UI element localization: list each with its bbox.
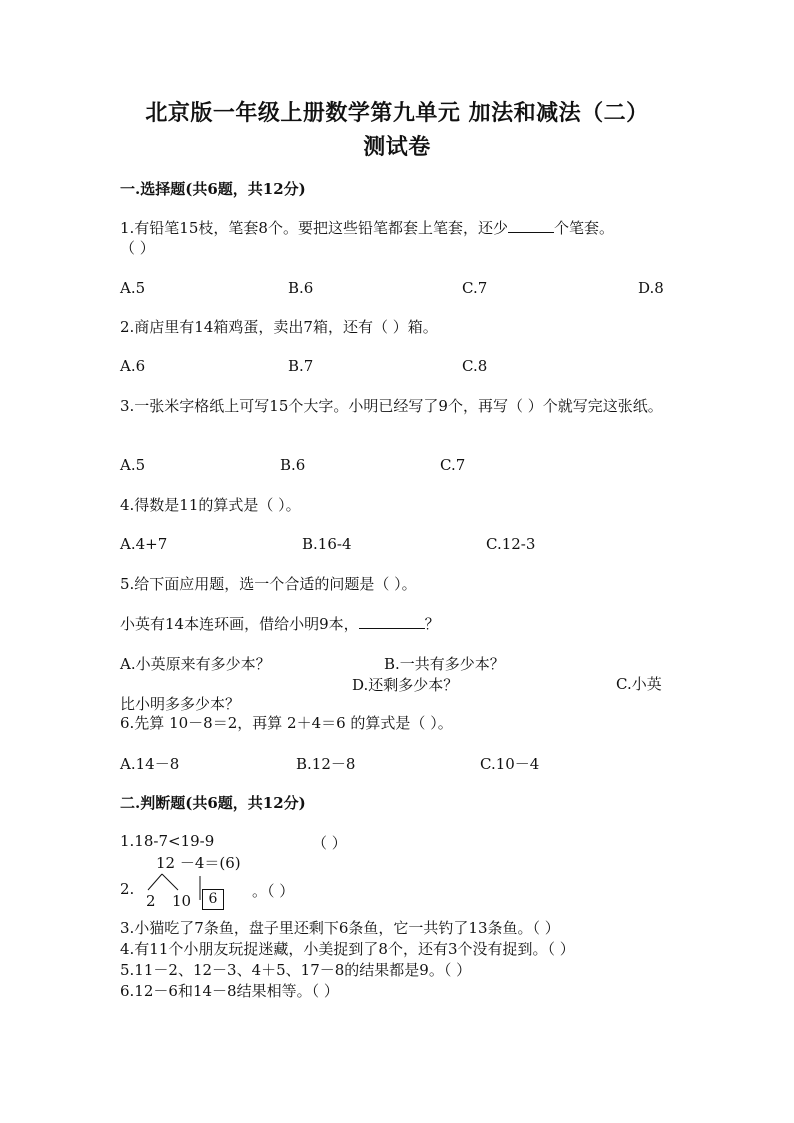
question-3: 3.一张米字格纸上可写15个大字。小明已经写了9个，再写（ ）个就写完这张纸。 bbox=[120, 397, 663, 415]
option-a: A.14－8 bbox=[120, 755, 180, 773]
decomposition-equation: 12 －4＝(6) bbox=[156, 854, 241, 872]
decomposition-part-left: 2 bbox=[146, 892, 156, 910]
option-b: B.一共有多少本？ bbox=[384, 655, 505, 673]
question-5-problem bbox=[120, 614, 680, 634]
option-a: A.6 bbox=[120, 357, 146, 375]
option-b: B.12－8 bbox=[296, 755, 356, 773]
section-heading-choice: 一.选择题(共6题，共12分) bbox=[120, 180, 306, 198]
judgement-6: 6.12－6和14－8结果相等。（ ） bbox=[120, 982, 339, 1000]
option-c: C.小英比小明多多少本？ bbox=[120, 675, 662, 713]
option-c: C.8 bbox=[462, 357, 488, 375]
judgement-1: 1.18-7<19-9 bbox=[120, 832, 215, 850]
option-c: C.12-3 bbox=[486, 535, 536, 553]
option-b: B.6 bbox=[280, 456, 306, 474]
question-1-text-end: 个笔套。 bbox=[553, 219, 614, 237]
option-a: A.5 bbox=[120, 456, 146, 474]
judgement-3: 3.小猫吃了7条鱼，盘子里还剩下6条鱼，它一共钓了13条鱼。（ ） bbox=[120, 919, 560, 937]
option-d: D.8 bbox=[638, 279, 664, 297]
option-c: C.7 bbox=[440, 456, 466, 474]
decomposition-boxed-answer: 6 bbox=[202, 889, 224, 910]
option-c: C.7 bbox=[462, 279, 488, 297]
question-4: 4.得数是11的算式是（ ）。 bbox=[120, 496, 301, 514]
judgement-2-diagram bbox=[120, 852, 420, 908]
question-2: 2.商店里有14箱鸡蛋，卖出7箱，还有（ ）箱。 bbox=[120, 318, 438, 336]
page-title-line1: 北京版一年级上册数学第九单元 加法和减法（二） bbox=[145, 100, 649, 126]
question-1-text: 1.有铅笔15枝，笔套8个。要把这些铅笔都套上笔套，还少 bbox=[120, 219, 508, 237]
option-a: A.5 bbox=[120, 279, 146, 297]
decomposition-part-right: 10 bbox=[172, 892, 192, 910]
page-title-line2: 测试卷 bbox=[363, 134, 431, 160]
question-1 bbox=[120, 218, 680, 258]
option-d: D.还剩多少本？ bbox=[352, 676, 459, 694]
judgement-5: 5.11－2、12－3、4＋5、17－8的结果都是9。（ ） bbox=[120, 961, 472, 979]
judgement-4: 4.有11个小朋友玩捉迷藏，小美捉到了8个，还有3个没有捉到。（ ） bbox=[120, 940, 575, 958]
question-6: 6.先算 10－8＝2，再算 2＋4＝6 的算式是（ ）。 bbox=[120, 714, 453, 732]
answer-blank bbox=[359, 616, 425, 629]
judgement-2-number: 2. bbox=[120, 880, 135, 898]
option-b: B.7 bbox=[288, 357, 314, 375]
question-5-problem-end: ？ bbox=[424, 615, 440, 633]
answer-paren: （ ） bbox=[120, 239, 155, 257]
answer-blank bbox=[508, 220, 554, 233]
question-5-problem-text: 小英有14本连环画，借给小明9本， bbox=[120, 615, 359, 633]
option-b: B.6 bbox=[288, 279, 314, 297]
option-a: A.小英原来有多少本？ bbox=[120, 655, 271, 673]
section-heading-judgement: 二.判断题(共6题，共12分) bbox=[120, 794, 306, 812]
option-a: A.4+7 bbox=[120, 535, 168, 553]
option-c: C.10－4 bbox=[480, 755, 540, 773]
option-b: B.16-4 bbox=[302, 535, 352, 553]
question-5: 5.给下面应用题，选一个合适的问题是（ ）。 bbox=[120, 575, 417, 593]
answer-paren: （ ） bbox=[312, 834, 347, 852]
judgement-2-paren: 。（ ） bbox=[252, 882, 295, 900]
